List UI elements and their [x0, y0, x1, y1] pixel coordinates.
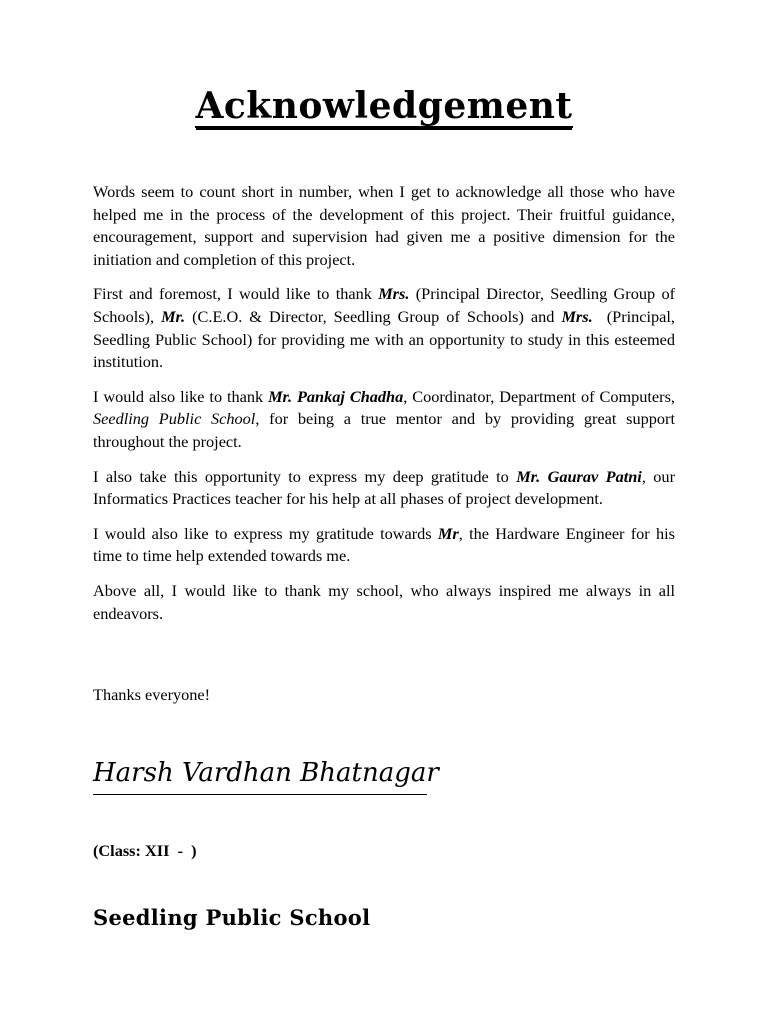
p3-text-e: , for being a true mentor and by providing great support throughout the project. — [93, 409, 676, 451]
p3-name: Mr. Pankaj Chadha — [268, 386, 404, 406]
signature-name: Harsh Vardhan Bhatnagar — [93, 756, 427, 795]
paragraph-1: Words seem to count short in number, when I get to acknowledge all those who have helped me in the process of the development of this project. Their fruitful guidance, encouragement, support and supervision had given me a positive dimension for the initiation and completion of this project. — [93, 182, 675, 269]
closing-thanks: Thanks everyone! — [93, 685, 211, 704]
p2-text-c: (Principal Director, Seedling Group of Schools), — [93, 284, 676, 326]
p5-text-c: , the Hardware Engineer for his time to time help extended towards me. — [93, 523, 675, 566]
p5-name: Mr — [437, 523, 459, 543]
paragraph-3 — [93, 386, 675, 454]
p4-text-a: I also take this opportunity to express my deep gratitude to — [93, 466, 517, 486]
p2-name-2: Mr. — [161, 306, 186, 326]
p4-name: Mr. Gaurav Patni — [516, 466, 642, 486]
p5-text-a: I would also like to express my gratitude towards — [93, 523, 438, 543]
p2-text-e: (C.E.O. & Director, Seedling Group of Schools) and — [185, 306, 562, 326]
p3-school: Seedling Public School — [93, 409, 256, 429]
paragraph-2 — [93, 283, 680, 373]
p2-text-g: (Principal, Seedling Public School) for providing me with an opportunity to study in this esteemed institution. — [93, 306, 680, 372]
paragraph-4 — [93, 466, 675, 511]
p2-name-1: Mrs. — [378, 284, 410, 304]
school-name: Seedling Public School — [93, 905, 371, 930]
p2-text-a: First and foremost, I would like to thank — [93, 284, 379, 304]
acknowledgement-body — [93, 181, 680, 637]
paragraph-6: Above all, I would like to thank my school, who always inspired me always in all endeavors. — [93, 580, 675, 623]
p2-name-3: Mrs. — [561, 306, 593, 326]
p4-text-c: , our Informatics Practices teacher for his help at all phases of project development. — [93, 466, 675, 509]
title-text: Acknowledgement — [195, 85, 573, 127]
p3-text-c: , Coordinator, Department of Computers, — [403, 386, 675, 406]
paragraph-5 — [93, 523, 675, 568]
class-line: (Class: XII - ) — [93, 841, 197, 860]
p3-text-a: I would also like to thank — [93, 386, 269, 406]
page-title — [0, 85, 768, 128]
